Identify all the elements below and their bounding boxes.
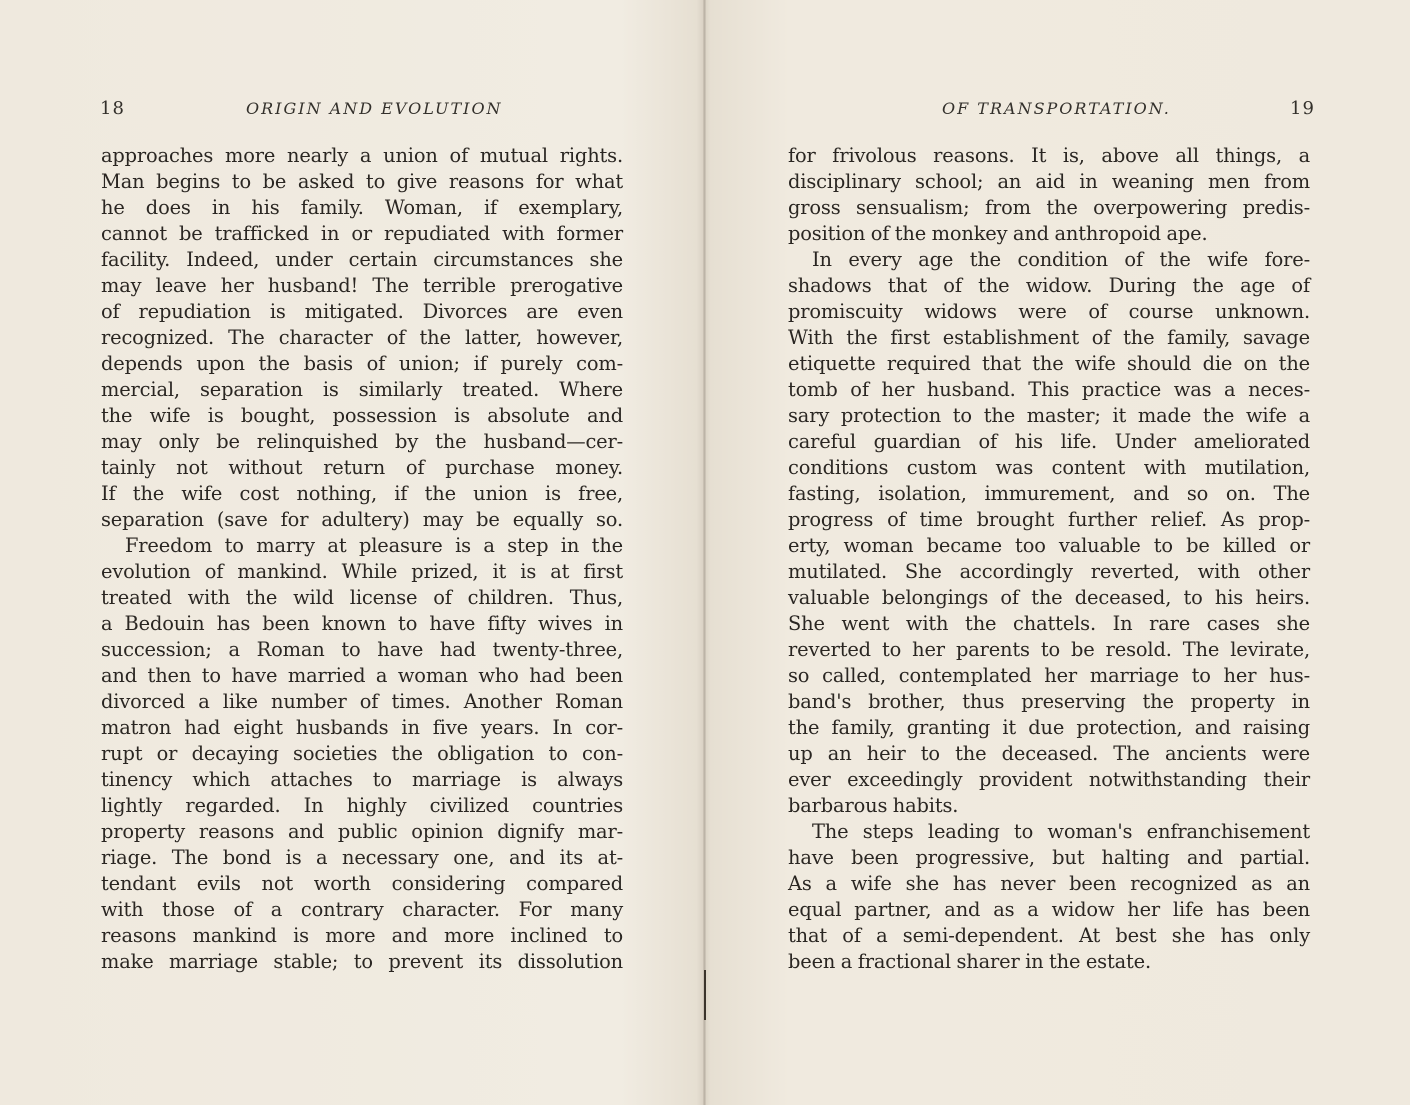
text-line: disciplinary school; an aid in weaning men from (788, 170, 1310, 193)
text-line: evolution of mankind. While prized, it is at first (101, 560, 623, 583)
running-title: OF TRANSPORTATION. (942, 99, 1171, 118)
text-line: matron had eight husbands in five years. In cor- (101, 716, 623, 739)
text-line: fasting, isolation, immurement, and so on. The (788, 482, 1310, 505)
text-line: treated with the wild license of children. Thus, (101, 586, 623, 609)
text-line: a Bedouin has been known to have fifty wives in (101, 612, 623, 635)
text-line: With the first establishment of the family, savage (788, 326, 1310, 349)
text-line: tomb of her husband. This practice was a neces- (788, 378, 1310, 401)
text-line: mutilated. She accordingly reverted, with other (788, 560, 1310, 583)
text-line: The steps leading to woman's enfranchisement (812, 820, 1310, 843)
text-line: Freedom to marry at pleasure is a step in the (125, 534, 623, 557)
text-line: of repudiation is mitigated. Divorces are even (101, 300, 623, 323)
text-line: succession; a Roman to have had twenty-three, (101, 638, 623, 661)
text-line: rupt or decaying societies the obligation to con- (101, 742, 623, 765)
text-line: reasons mankind is more and more inclined to (101, 924, 623, 947)
page-body-text (101, 143, 623, 975)
text-line: separation (save for adultery) may be equally so. (101, 508, 623, 531)
text-line: If the wife cost nothing, if the union is free, (101, 482, 623, 505)
text-line: cannot be trafficked in or repudiated with former (101, 222, 623, 245)
text-line: promiscuity widows were of course unknown. (788, 300, 1310, 323)
running-title: ORIGIN AND EVOLUTION (246, 99, 503, 118)
text-line: equal partner, and as a widow her life has been (788, 898, 1310, 921)
text-line: recognized. The character of the latter, however, (101, 326, 623, 349)
text-line: so called, contemplated her marriage to her hus- (788, 664, 1310, 687)
text-line: make marriage stable; to prevent its dissolution (101, 950, 623, 973)
text-line: and then to have married a woman who had been (101, 664, 623, 687)
text-line: the wife is bought, possession is absolute and (101, 404, 623, 427)
text-line: for frivolous reasons. It is, above all things, a (788, 144, 1310, 167)
text-line: tinency which attaches to marriage is always (101, 768, 623, 791)
text-line: facility. Indeed, under certain circumstances she (101, 248, 623, 271)
text-line: In every age the condition of the wife fore- (812, 248, 1310, 271)
text-line: up an heir to the deceased. The ancients were (788, 742, 1310, 765)
text-line: Man begins to be asked to give reasons for what (101, 170, 623, 193)
text-line: As a wife she has never been recognized as an (788, 872, 1310, 895)
right-page (705, 0, 1410, 1105)
text-line: tainly not without return of purchase money. (101, 456, 623, 479)
text-line: mercial, separation is similarly treated. Where (101, 378, 623, 401)
text-line: riage. The bond is a necessary one, and its at- (101, 846, 623, 869)
text-line: he does in his family. Woman, if exemplary, (101, 196, 623, 219)
text-line: have been progressive, but halting and partial. (788, 846, 1310, 869)
text-line: been a fractional sharer in the estate. (788, 950, 1151, 973)
text-line: that of a semi-dependent. At best she has only (788, 924, 1310, 947)
page-body-text (788, 143, 1310, 975)
text-line: reverted to her parents to be resold. The levirate, (788, 638, 1310, 661)
text-line: band's brother, thus preserving the property in (788, 690, 1310, 713)
text-line: position of the monkey and anthropoid ape. (788, 222, 1208, 245)
page-number: 18 (100, 98, 125, 119)
text-line: depends upon the basis of union; if purely com- (101, 352, 623, 375)
text-line: erty, woman became too valuable to be killed or (788, 534, 1310, 557)
text-line: progress of time brought further relief. As prop- (788, 508, 1310, 531)
text-line: sary protection to the master; it made the wife a (788, 404, 1310, 427)
text-line: may leave her husband! The terrible prerogative (101, 274, 623, 297)
text-line: conditions custom was content with mutilation, (788, 456, 1310, 479)
text-line: with those of a contrary character. For many (101, 898, 623, 921)
text-line: tendant evils not worth considering compared (101, 872, 623, 895)
text-line: She went with the chattels. In rare cases she (788, 612, 1310, 635)
text-line: divorced a like number of times. Another Roman (101, 690, 623, 713)
text-line: etiquette required that the wife should die on the (788, 352, 1310, 375)
text-line: careful guardian of his life. Under ameliorated (788, 430, 1310, 453)
page-number: 19 (1290, 98, 1315, 119)
text-line: valuable belongings of the deceased, to his heirs. (788, 586, 1310, 609)
text-line: property reasons and public opinion dignify mar- (101, 820, 623, 843)
text-line: gross sensualism; from the overpowering predis- (788, 196, 1310, 219)
text-line: approaches more nearly a union of mutual rights. (101, 144, 623, 167)
text-line: ever exceedingly provident notwithstanding their (788, 768, 1310, 791)
text-line: may only be relinquished by the husband—cer- (101, 430, 623, 453)
text-line: shadows that of the widow. During the age of (788, 274, 1310, 297)
text-line: lightly regarded. In highly civilized countries (101, 794, 623, 817)
text-line: barbarous habits. (788, 794, 959, 817)
text-line: the family, granting it due protection, and raising (788, 716, 1310, 739)
